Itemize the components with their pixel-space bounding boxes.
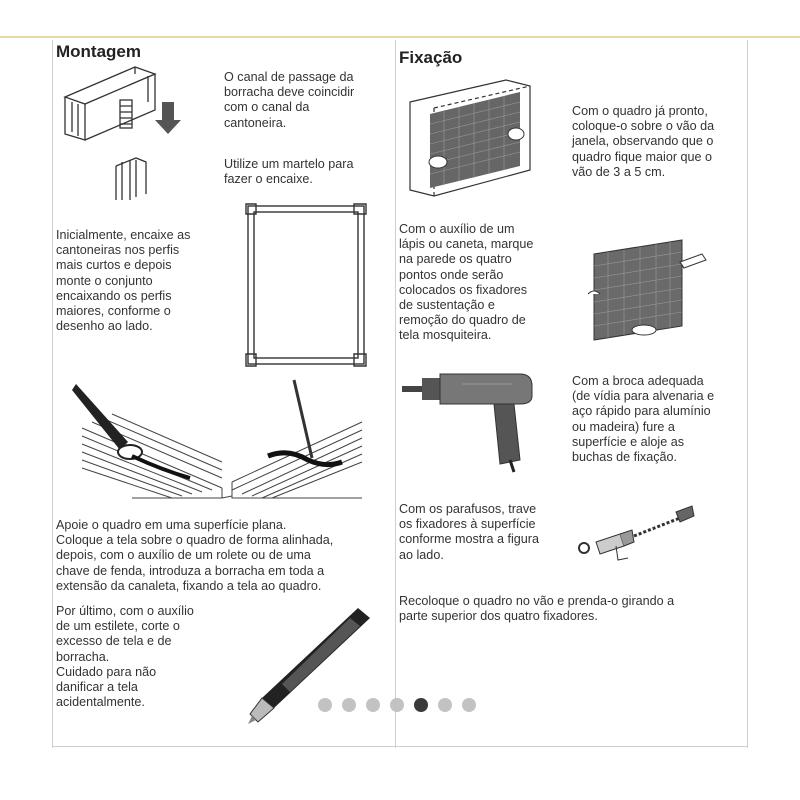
sheet-border-right <box>747 40 748 748</box>
fixacao-step2-text: Com o auxílio de um lápis ou caneta, marque na parede os quatro pontos onde serão colocados os fixadores de sustentação e remoção do quadro de tela mosquiteira. <box>399 222 534 343</box>
rubber-insertion-illustration <box>72 378 372 500</box>
frame-on-window-illustration <box>404 74 534 200</box>
montagem-title: Montagem <box>56 42 141 61</box>
fixacao-step1-text: Com o quadro já pronto, coloque-o sobre o vão da janela, observando que o quadro fique maior que o vão de 3 a 5 cm. <box>572 104 715 179</box>
drill-illustration <box>402 368 542 478</box>
carousel-dot[interactable] <box>342 698 356 712</box>
montagem-step2-text: Utilize um martelo para fazer o encaixe. <box>224 157 354 187</box>
assembled-frame-illustration <box>242 202 368 370</box>
fixacao-step4-text: Com os parafusos, trave os fixadores à superfície conforme mostra a figura ao lado. <box>399 502 539 562</box>
montagem-step3-text: Inicialmente, encaixe as cantoneiras nos perfis mais curtos e depois monte o conjunto encaixando os perfis maiores, conforme o desenho ao lado. <box>56 228 191 334</box>
carousel-dot[interactable] <box>438 698 452 712</box>
corner-profile-illustration <box>60 62 210 202</box>
screw-fixer-illustration <box>576 502 700 564</box>
carousel-dot[interactable] <box>462 698 476 712</box>
montagem-step5-text: Por último, com o auxílio de um estilete, corte o excesso de tela e de borracha. Cuidado para não danificar a tela acidentalmente. <box>56 604 194 710</box>
fixacao-step5-text: Recoloque o quadro no vão e prenda-o girando a parte superior dos quatro fixadores. <box>399 594 675 624</box>
carousel-pagination <box>318 698 476 712</box>
carousel-dot[interactable] <box>390 698 404 712</box>
top-bar <box>0 0 800 38</box>
column-divider <box>395 40 396 748</box>
marking-wall-illustration <box>584 236 714 344</box>
montagem-step4-text: Apoie o quadro em uma superfície plana. Coloque a tela sobre o quadro de forma alinhada, depois, com o auxílio de um rolete ou de uma chave de fenda, introduza a borracha em toda a extensão da canaleta, fixando a tela ao quadro. <box>56 518 334 593</box>
carousel-dot-active[interactable] <box>414 698 428 712</box>
carousel-dot[interactable] <box>366 698 380 712</box>
montagem-step1-text: O canal de passage da borracha deve coincidir com o canal da cantoneira. <box>224 70 355 130</box>
fixacao-step3-text: Com a broca adequada (de vídia para alvenaria e aço rápido para alumínio ou madeira) fure a superfície e aloje as buchas de fixação. <box>572 374 715 465</box>
sheet-border-bottom <box>52 746 748 747</box>
fixacao-title: Fixação <box>399 48 463 67</box>
carousel-dot[interactable] <box>318 698 332 712</box>
sheet-border-left <box>52 40 53 748</box>
